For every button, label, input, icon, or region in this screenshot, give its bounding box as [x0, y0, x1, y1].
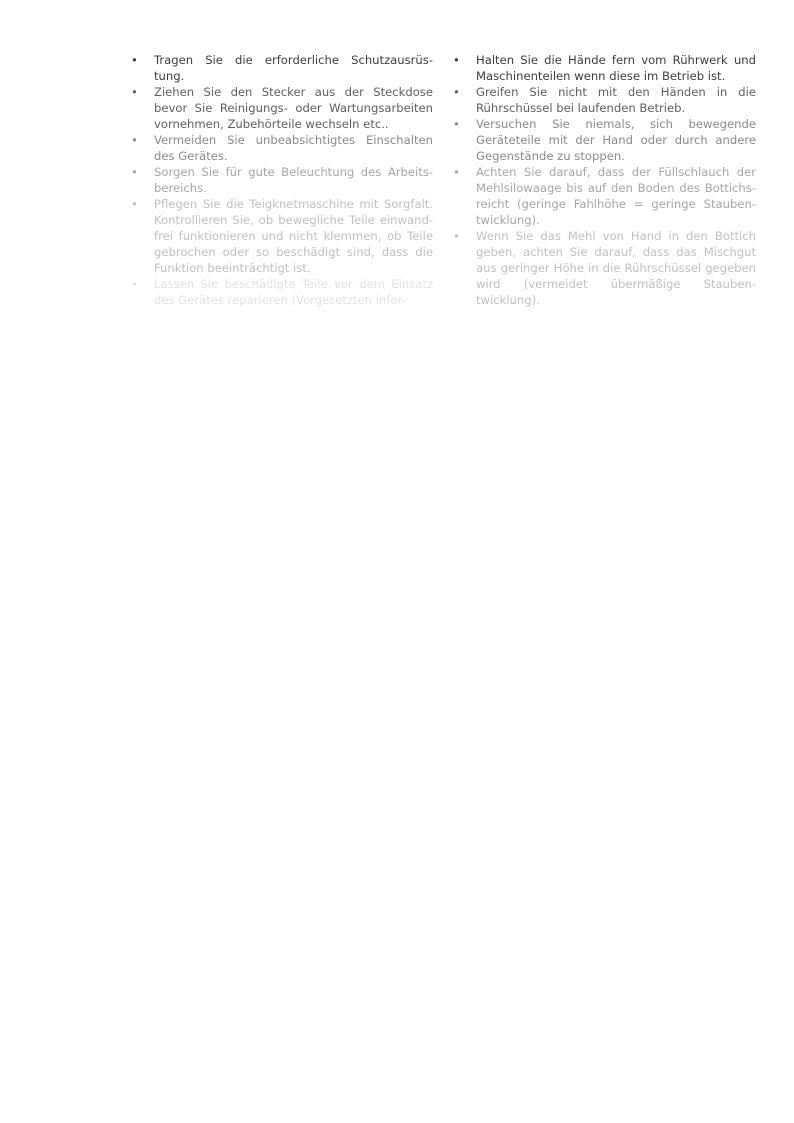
list-item: [453, 116, 756, 164]
bullet-icon: •: [453, 229, 460, 243]
bullet-icon: •: [131, 53, 138, 67]
list-item: [131, 164, 433, 196]
list-item: [131, 132, 433, 164]
list-item-text: Achten Sie darauf, dass der Füllschlauch der Mehlsilowaage bis auf den Boden des Bottichs- reicht (geringe Fahlhöhe = geringe Stauben- twicklung).: [476, 165, 756, 227]
list-item-text: Wenn Sie das Mehl von Hand in den Bottich geben, achten Sie darauf, dass das Mischgut aus geringer Höhe in die Rührschüssel gegeben wird (vermeidet übermäßige Stauben- twicklung).: [476, 229, 756, 307]
list-item-text: Halten Sie die Hände fern vom Rührwerk und Maschinenteilen wenn diese im Betrieb ist.: [476, 53, 756, 83]
list-item-text: Vermeiden Sie unbeabsichtigtes Einschalten des Gerätes.: [154, 133, 433, 163]
bullet-icon: •: [453, 117, 460, 131]
list-item: [453, 228, 756, 307]
bullet-icon: •: [131, 197, 138, 211]
list-item-text: Pflegen Sie die Teigknetmaschine mit Sorgfalt. Kontrollieren Sie, ob bewegliche Teile einwand- frei funktionieren und nicht klemmen, ob Teile gebrochen oder so beschädigt sind, dass die Funktion beeinträchtigt ist.: [154, 197, 433, 275]
document-page-clip: [0, 0, 794, 307]
list-item-text: Versuchen Sie niemals, sich bewegende Geräteteile mit der Hand oder durch andere Gegenstände zu stoppen.: [476, 117, 756, 163]
list-item-text: Greifen Sie nicht mit den Händen in die Rührschüssel bei laufenden Betrieb.: [476, 85, 756, 115]
safety-list-right: [453, 52, 756, 307]
bullet-icon: •: [131, 85, 138, 99]
list-item: [453, 84, 756, 116]
safety-list-left: • Tragen Sie die erforderliche Schutzausrüs- tung. • Ziehen Sie den Stecker aus der Steckdose bevor Sie Reinigungs- oder Wartungsarbeiten vornehmen, Zubehörteile wechseln etc.. • Vermeiden Sie unbeabsichtigtes Einschalten des Gerätes. • Sorgen Sie für gute Beleuchtung des Arbeits- bereichs. • Pflegen Sie die Teigknetmaschine mit Sorgfalt. Kontrollieren Sie, ob bewegliche Teile einwand- frei funktionieren und nicht klemmen, ob Teile gebrochen oder so beschädigt sind, dass die Funktion beeinträchtigt ist. • Lassen Sie beschädigte Teile vor dem Einsatz des Gerätes reparieren (Vorgesetzten infor-: [131, 53, 433, 307]
list-item: [453, 164, 756, 228]
list-item-text: Tragen Sie die erforderliche Schutzausrüs- tung.: [154, 53, 433, 83]
bullet-icon: •: [453, 165, 460, 179]
list-item-text: Sorgen Sie für gute Beleuchtung des Arbeits- bereichs.: [154, 165, 433, 195]
bullet-icon: •: [453, 85, 460, 99]
list-item: [453, 52, 756, 84]
list-item: [131, 84, 433, 132]
bullet-icon: •: [131, 165, 138, 179]
bullet-icon: •: [131, 133, 138, 147]
list-item: [131, 52, 433, 84]
list-item-text: Ziehen Sie den Stecker aus der Steckdose bevor Sie Reinigungs- oder Wartungsarbeiten vornehmen, Zubehörteile wechseln etc..: [154, 85, 433, 131]
list-item: [131, 196, 433, 275]
bullet-icon: •: [453, 53, 460, 67]
